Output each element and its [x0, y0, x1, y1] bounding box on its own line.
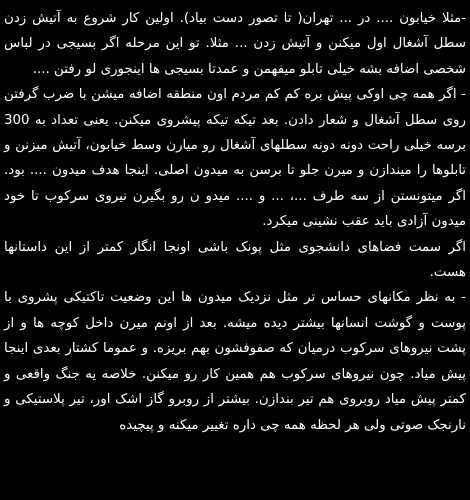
paragraph-1: -مثلا خیابون .... در ... تهران( تا تصور دست بیاد). اولین کار شروع به آتیش زدن سطل آشغال اول میکنن و آتیش زدن ... مثلا. تو این مرحله اگر بسیجی در لباس شخصی اضافه بشه خیلی تابلو میفهمن و عمدتا بسیجی ها اینجوری لو رفتن ....: [4, 11, 466, 77]
paragraph-3: اگر سمت فضاهای دانشجوی مثل پونک باشی اونجا انگار کمتر از این داستانها هست.: [4, 239, 466, 281]
document-body: [4, 6, 466, 500]
paragraph-2: - اگر همه چی اوکی پیش بره کم کم مردم اون منطقه اضافه میشن با ضرب گرفتن روی سطل آشغال و شعار دادن. بعد تیکه تیکه پیشروی میکنن. یعنی تعداد به 300 برسه خیلی راحت دونه دونه سطلهای آشغال رو میارن وسط خیابون، آتیش میزنن و تابلوها را میندازن و میرن جلو تا برسن به میدون اصلی. اینجا هدف میدون .... بود. اگر میتونستن از سه طرف ...، ... و .... میدو ن رو بگیرن نیروی سرکوب تا خود میدون آزادی باید عقب نشینی میکرد.: [4, 87, 466, 230]
paragraph-4: - به نظر مکانهای حساس تر مثل نزدیک میدون ها این وضعیت تاکتیکی پشروی با پوست و گوشت انسانها بیشتر دیده میشه. بعد از اونم میرن داخل کوچه ها و از پشت نیروهای سرکوب درمیان که صفوفشون بهم بریزه. و عموما کشتار بعدی اینجا پیش میاد. چون نیروهای سرکوب هم همین کار رو میکنن. خلاصه یه جنگ واقعی و کمتر پیش میاد روبروی هم تیر بندازن. بیشتر از روبرو گاز اشک اور، تیر پلاستیکی و نارنجک صوتی ولی هر لحظه همه چی داره تغییر میکنه و پیچیده: [4, 290, 466, 433]
